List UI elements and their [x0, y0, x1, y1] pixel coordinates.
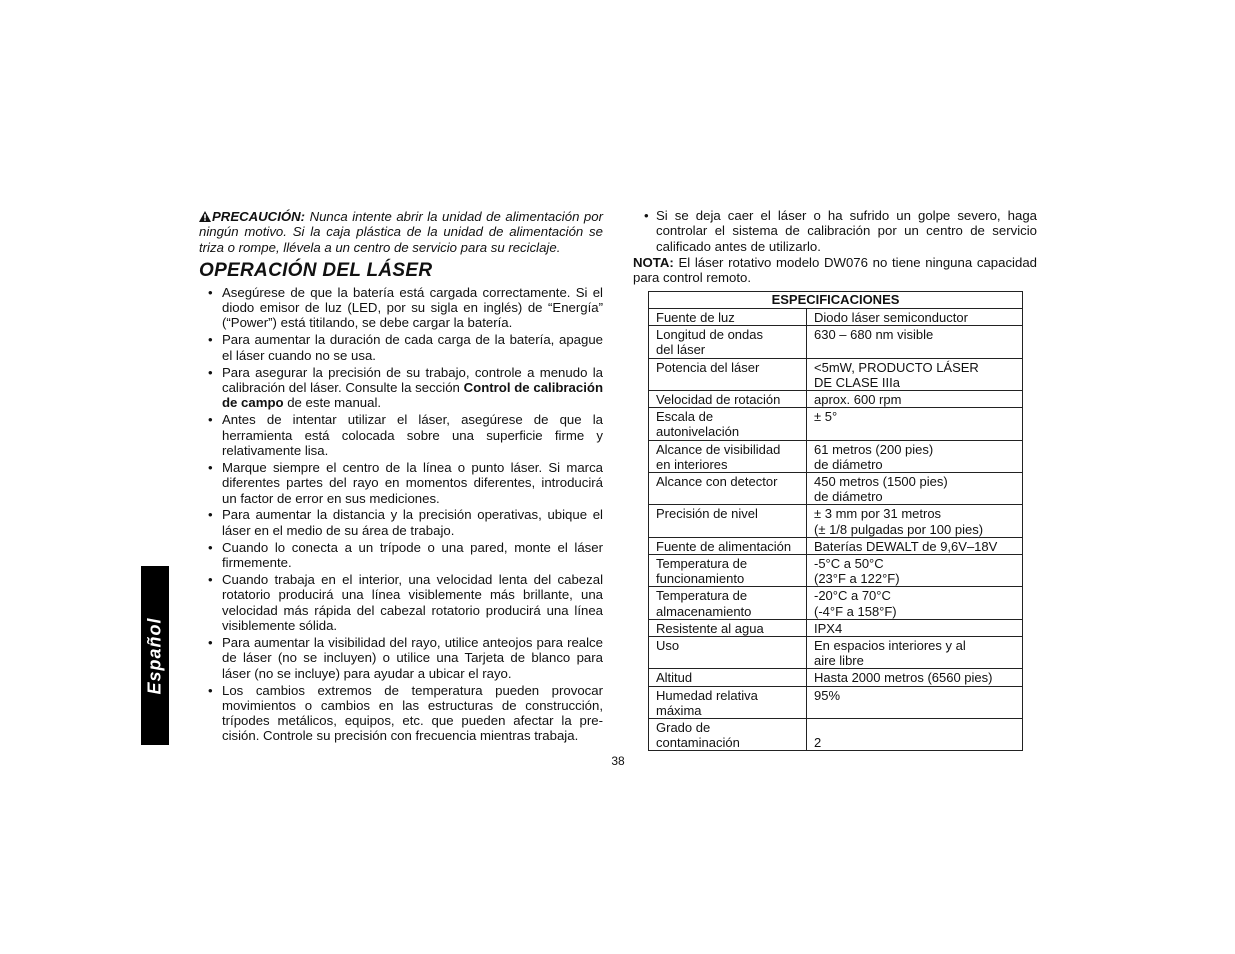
table-row — [649, 440, 1023, 472]
spec-value: ± 3 mm por 31 metros (± 1/8 pulgadas por 100 pies) — [807, 505, 1023, 537]
spec-value: 95% — [807, 686, 1023, 718]
list-item — [199, 365, 603, 411]
spec-value: 630 – 680 nm visible — [807, 326, 1023, 358]
table-row — [649, 309, 1023, 326]
table-row — [649, 358, 1023, 390]
page-number: 38 — [611, 754, 625, 768]
spec-label: Alcance de visibilidad en interiores — [649, 440, 807, 472]
section-title: OPERACIÓN DEL LÁSER — [199, 259, 433, 281]
spec-label: Resistente al agua — [649, 619, 807, 636]
spec-value: En espacios interiores y al aire libre — [807, 637, 1023, 669]
list-item: • Cuando lo conecta a un trípode o una pared, monte el láser firmemente. — [199, 540, 603, 571]
list-item: • Asegúrese de que la batería está cargada correctamente. Si el diodo emisor de luz (LED, por su sigla en inglés) de “Energía” (“Power”) está titilando, se debe cargar la batería. — [199, 285, 603, 331]
spec-label: Grado de contaminación — [649, 719, 807, 751]
list-item-text: de este manual. — [283, 395, 382, 411]
spec-value: -5°C a 50°C (23°F a 122°F) — [807, 555, 1023, 587]
left-column — [199, 209, 603, 745]
list-item: • Para aumentar la duración de cada carga de la batería, apague el láser cuando no se usa. — [199, 332, 603, 363]
language-side-tab — [141, 566, 169, 745]
table-row — [649, 391, 1023, 408]
operation-bullet-list — [199, 285, 603, 744]
specifications-table — [648, 291, 1023, 751]
table-row — [649, 408, 1023, 440]
table-row — [649, 555, 1023, 587]
list-item: • Si se deja caer el láser o ha sufrido un golpe severo, haga controlar el sistema de calibración por un centro de servicio calificado antes de utilizarlo. — [633, 208, 1037, 254]
spec-label: Altitud — [649, 669, 807, 686]
spec-value: aprox. 600 rpm — [807, 391, 1023, 408]
list-item-text: Para asegurar la precisión de su trabajo, controle a menudo la calibración del láser. Consulte la sección — [222, 364, 603, 396]
spec-value: 2 — [807, 719, 1023, 751]
spec-label: Fuente de alimentación — [649, 537, 807, 554]
spec-label: Fuente de luz — [649, 309, 807, 326]
table-row — [649, 473, 1023, 505]
table-row — [649, 719, 1023, 751]
spec-value: Hasta 2000 metros (6560 pies) — [807, 669, 1023, 686]
calibration-reference: Control de calibración de campo — [222, 380, 603, 411]
note-paragraph — [633, 255, 1037, 286]
table-row — [649, 537, 1023, 554]
spec-label: Alcance con detector — [649, 473, 807, 505]
note-text: El láser rotativo modelo DW076 no tiene ninguna capacidad para control remoto. — [633, 254, 1037, 286]
table-row — [649, 669, 1023, 686]
list-item: • Marque siempre el centro de la línea o punto láser. Si marca diferentes partes del rayo en momentos diferentes, introducirá un factor de error en sus mediciones. — [199, 460, 603, 506]
spec-label: Velocidad de rotación — [649, 391, 807, 408]
spec-label: Precisión de nivel — [649, 505, 807, 537]
list-item: • Para aumentar la distancia y la precisión operativas, ubique el láser en el medio de su área de trabajo. — [199, 507, 603, 538]
caution-text: Nunca intente abrir la unidad de alimentación por ningún motivo. Si la caja plástica de la unidad de alimentación se triza o rompe, llévela a un centro de servicio para su reciclaje. — [199, 209, 603, 255]
spec-value: 61 metros (200 pies) de diámetro — [807, 440, 1023, 472]
note-label: NOTA: — [633, 254, 674, 270]
right-column — [633, 208, 1037, 285]
list-item: • Para aumentar la visibilidad del rayo, utilice anteojos para realce de láser (no se incluyen) o utilice una Tarjeta de blanco para láser (no se incluye) para ayudar a ubicar el rayo. — [199, 635, 603, 681]
table-row — [649, 686, 1023, 718]
specs-header: ESPECIFICACIONES — [649, 292, 1023, 309]
spec-value: Diodo láser semiconductor — [807, 309, 1023, 326]
spec-label: Humedad relativa máxima — [649, 686, 807, 718]
table-row — [649, 505, 1023, 537]
list-item: • Antes de intentar utilizar el láser, asegúrese de que la herramienta está colocada sobre una superficie firme y relativamente lisa. — [199, 412, 603, 458]
side-tab-label: Español — [144, 616, 165, 695]
spec-label: Temperatura de funcionamiento — [649, 555, 807, 587]
spec-value: 450 metros (1500 pies) de diámetro — [807, 473, 1023, 505]
spec-value: Baterías DEWALT de 9,6V–18V — [807, 537, 1023, 554]
table-row — [649, 326, 1023, 358]
table-row — [649, 637, 1023, 669]
caution-label: PRECAUCIÓN: — [212, 209, 306, 224]
list-item: • Cuando trabaja en el interior, una velocidad lenta del cabezal rotatorio producirá una línea visiblemente más brillante, una velocidad más rápida del cabezal rotatorio producirá una línea visiblemente sólida. — [199, 572, 603, 633]
warning-triangle-icon — [199, 211, 211, 222]
spec-value: <5mW, PRODUCTO LÁSER DE CLASE IIIa — [807, 358, 1023, 390]
list-item: • Los cambios extremos de temperatura pueden provocar movimientos o cambios en las estructuras de construcción, trípodes metálicos, equipos, etc. que pueden afectar la pre-cisión. Controle su precisión con frecuencia mientras trabaja. — [199, 683, 603, 744]
table-row — [649, 587, 1023, 619]
spec-label: Uso — [649, 637, 807, 669]
spec-value: IPX4 — [807, 619, 1023, 636]
spec-label: Temperatura de almacenamiento — [649, 587, 807, 619]
spec-value: -20°C a 70°C (-4°F a 158°F) — [807, 587, 1023, 619]
spec-value: ± 5° — [807, 408, 1023, 440]
caution-paragraph — [199, 209, 603, 255]
spec-label: Longitud de ondas del láser — [649, 326, 807, 358]
spec-label: Potencia del láser — [649, 358, 807, 390]
spec-label: Escala de autonivelación — [649, 408, 807, 440]
table-row — [649, 619, 1023, 636]
